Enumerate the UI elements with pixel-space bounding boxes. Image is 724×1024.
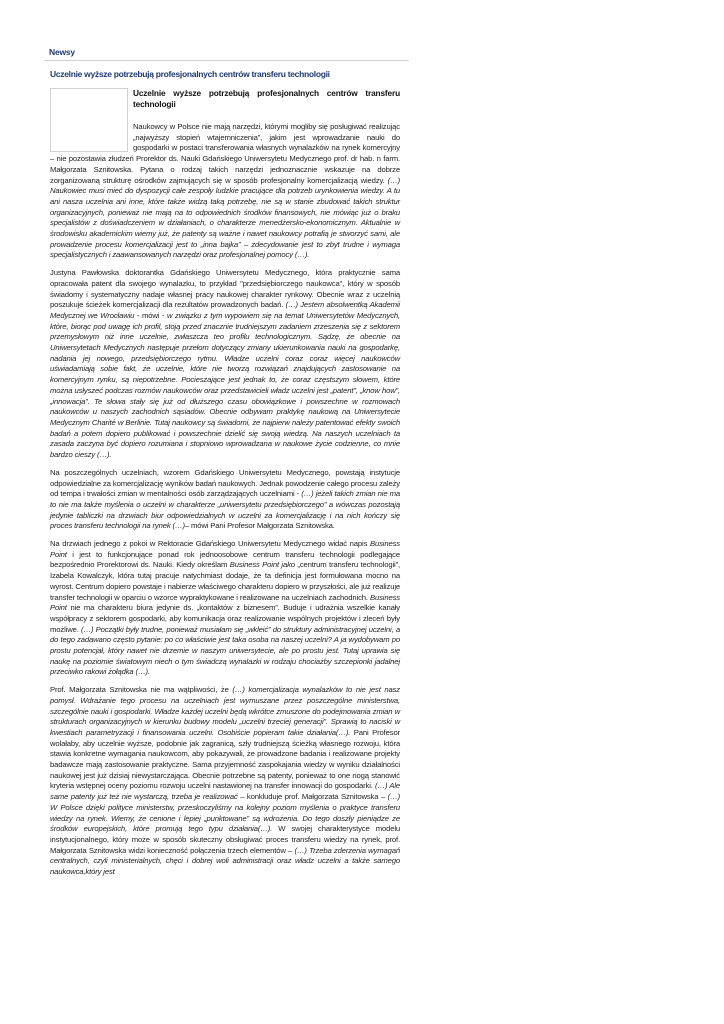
article-paragraph [50,468,400,532]
paragraph-text: W swojej charakterystyce modelu instytucjonalnego, który może w sposób skuteczny obsługiwać proces transferu wiedzy na rynek, prof. Małgorzata Sznitowska widzi konieczność połączenia trzech elementów – [50,824,401,855]
italic-quote-text: Business Point [50,539,400,559]
paragraph-text: Na poszczególnych uczelniach, wzorem Gdańskiego Uniwersytetu Medycznego, powstają instytucje odpowiedzialne za komercjalizację wyników badań naukowych. Jednak powodzenie całego procesu zależy od tempa i trwałości zmian w mentalności osób zarządzających uczelniami - [50,467,400,499]
paragraph-text: nie ma charakteru biura jedynie ds. „kontaktów z biznesem”. Buduje i udrażnia wszelkie kanały współpracy z sektorem gospodarki, aby komunikacja oraz realizowanie wspólnych projektów i zleceń były możliwe. [50,603,400,634]
italic-quote-text: (…) W Polsce dzięki polityce ministerstw, przeskoczyliśmy na kolejny poziom myślenia o praktyce transferu wiedzy na rynek. Wiemy, że cenione i lepiej „punktowane” są wdrożenia. Do tego doszły pieniądze ze środków europejskich, które promują tego typu działania(…). [50,792,400,834]
italic-quote-text: (…) jeżeli takich zmian nie ma to nie ma także myślenia o uczelni w charakterze „uniwersytetu przedsiębiorczego” a wówczas pozostają jedynie tabliczki na drzwiach biur odpowiedzialnych w uczelni za komercjalizację i na nich kończy się proces transferu technologii na rynek (…) [50,489,400,531]
article-paragraph [50,685,400,878]
paragraph-text: – mówi Pani Profesor Małgorzata Sznitowska. [184,521,335,531]
article-body [50,88,400,885]
italic-quote-text: (…) Trzeba zderzenia wymagań centralnych, czyli ministerialnych, chęci i dobrej woli administracji oraz władz uczelni a także samego naukowca,który jest [50,845,401,877]
article-title-link[interactable]: Uczelnie wyższe potrzebują profesjonalnych centrów transferu technologii [50,69,330,79]
paragraph-text: „centrum transferu technologii”, Izabela Kowalczyk, która tutaj pracuje natychmiast dodaje, że ta definicja jest formułowana mocno na wyrost. Centrum dopiero powstaje i nabierze właściwego charakteru dopiero w przyszłości, ale już realizuje transfer technologii w oparciu o wzorce wypraktykowane i realizowane na uczelniach zachodnich. [50,560,400,602]
paragraph-text: – konkluduje prof. Małgorzata Sznitowska – [237,792,388,802]
article-headline: Uczelnie wyższe potrzebują profesjonalnych centrów transferu technologii [133,88,400,109]
paragraph-text: - mówi - [134,310,167,320]
italic-quote-text: w związku z tym wypowiem się na temat Uniwersytetów Medycznych, które, biorąc pod uwagę ich profil, stoją przed znacznie trudniejszym zadaniem zrzeszenia się z sektorem przemysłowym niż inne uczelnie, zwłaszcza teo profilu technologicznym. Sądzę, że obecnie na Uniwersytetach Medycznych następuje przełom dotyczący zmiany ukierunkowania nauki na gospodarkę, nadania jej nowego, przedsiębiorczego rytmu. Władze uczelni coraz coraz więcej naukowców uświadamiają sobie fakt, że uczelnie, które nie tworzą rozwiązań znajdujących zastosowanie na komercyjnym rynku, są niepotrzebne. Pocieszające jest jednak to, że coraz częstszym słowem, które można usłyszeć podczas rozmów naukowców oraz przedstawicieli władz uczelni jest „patent”, „know how”, „innowacja”. Te słowa stały się już od dłuższego czasu obowiązkowe i powszechne w rozmowach naukowców u naszych zachodnich sąsiadów. Obecnie odbywam praktykę naukową na Uniwersytecie Medycznym Charité w Berlinie. Tutaj naukowcy są świadomi, że najpierw należy patentować efekty swoich badań a potem dopiero publikować i powszechnie dzielić się swoją wiedzą. Na naszych uczelniach ta zasada zaczyna być dopiero rozumiana i stopniowo wprowadzana w naukowe życie codzienne, co mnie bardzo cieszy (…). [50,310,401,460]
article-thumbnail [50,88,128,152]
italic-quote-text: (…) komercjalizacja wynalazków to nie jest nasz pomysł. Wdrażanie tego procesu na uczelniach jest wymuszane przez poszczególne ministerstwa, szczególnie nauki i gospodarki. Władze każdej uczelni będą wkrótce zmuszone do podejmowania zmian w strukturach organizacyjnych w kierunku budowy modelu „uczelni trzeciej generacji”. Sprawią to naciski w kwestiach parametryzacji i finansowania uczelni. Osobiście popieram takie działania(…). [50,685,401,737]
article-paragraph [50,268,400,461]
paragraph-text: Pani Profesor wolałaby, aby uczelnie wyższe, podobnie jak zagranicą, szły trudniejszą ścieżką własnego rozwoju, która stawia konkretne wymagania naukowcom, aby pokazywali, że prowadzone badania i realizowane projekty badawcze mają zastosowanie praktyczne. Sama przyjemność zaspokajania wiedzy w wyniku działalności naukowej jest już dzisiaj niewystarczająca. Obecnie potrzebne są patenty, ponieważ to one nogą stanowić kryteria wstępnej oceny poziomu rozwoju uczelni nastawionej na transfer innowacji do gospodarki. [50,727,400,791]
italic-quote-text: Business Point jako [229,560,295,570]
section-label: Newsy [49,47,75,57]
italic-quote-text: (…) Początki były trudne, ponieważ musiałam się „wkleić” do struktury administracyjnej uczelni, a do tego zadawano często pytanie: po co właściwie jest taka osoba na naszej uczelni? A ja wydobywam po prostu potencjał, który nawet nie drzemie w naszym uniwersytecie, ale po prostu jest. Tutaj uprawia się naukę na poziomie światowym niech o tym świadczą wynalazki w rodzaju chociażby szczepionki jadalnej przeciwko rakowi żołądka (…). [50,624,400,677]
article-paragraph [50,539,400,678]
italic-quote-text: (…) Jestem absolwentką Akademii Medycznej we Wrocławiu [50,300,400,320]
paragraph-text: i jest to funkcjonujące ponad rok jednoosobowe centrum transferu technologii podlegające bezpośrednio Prorektorowi ds. Nauki. Kiedy określam [50,549,400,570]
italic-quote-text: (…) Naukowiec musi mieć do dyspozycji całe zespoły ludzkie pracujące dla potrzeb urynkowienia wiedzy. A tu ani nasza uczelnia ani inne, które także widzą taką potrzebę, nie są w stanie zbudować takich struktur organizacyjnych, ponieważ nie mają na to odpowiednich środków finansowych, nie mówiąc już o braku specjalistów z doświadczeniem w działaniach, o charakterze menedżersko-ekonomicznym. Aktualnie w środowisku akademickim wiemy już, że patenty są ważne i nawet naukowcy potrafią je stworzyć sami, ale prowadzenie procesu komercjalizacji jest to „inna bajka” – zdecydowanie jest to zbyt trudne i wymaga specjalistycznych i zaawansowanych narzędzi oraz profesjonalnej pomocy (…). [50,175,400,260]
paragraph-text: Na drzwiach jednego z pokoi w Rektoracie Gdańskiego Uniwersytetu Medycznego widać napis [50,539,370,549]
paragraph-text: Naukowcy w Polsce nie mają narzędzi, którymi mogliby się posługiwać realizując „najwyższy stopień wtajemniczenia”, jakim jest wprowadzanie nauki do gospodarki w postaci transferowania własnych wynalazków na rynek komercyjny – nie pozostawia złudzeń Prorektor ds. Nauki Gdańskiego Uniwersytetu Medycznego prof. dr hab. n farm. Małgorzata Sznitowska. Pytana o rodzaj takich narzędzi jednoznacznie wskazuje na dobrze zorganizowaną strukturę ośrodków zajmujących się w sposób profesjonalny komercjalizacją wiedzy. [50,122,400,185]
divider [44,60,409,61]
italic-quote-text: (…) Ale same patenty już też nie wystarczą, trzeba je realizować [50,781,401,802]
paragraph-text: Justyna Pawłowska doktorantka Gdańskiego Uniwersytetu Medycznego, która praktycznie sama opracowała patent dla swojego wynalazku, to przykład "przedsiębiorczego naukowca", który w sposób świadomy i systematyczny nadaje własnej pracy naukowej charakter rynkowy. Obecnie wraz z uczelnią poszukuje ścieżek komercjalizacji dla rezultatów prowadzonych badań. [50,268,400,310]
italic-quote-text: Business Point [50,592,400,613]
paragraph-text: Prof. Małgorzata Sznitowska nie ma wątpliwości, że [50,685,233,695]
